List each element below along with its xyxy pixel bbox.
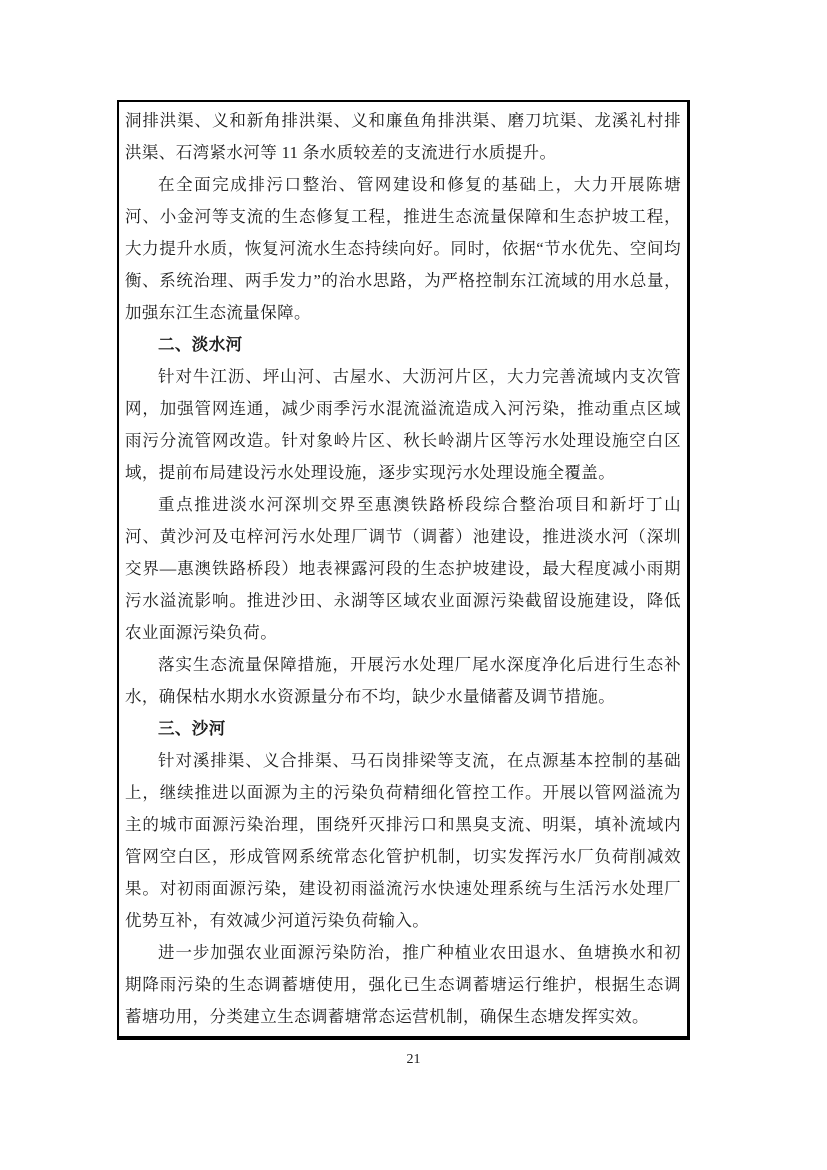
paragraph-continuation: 洞排洪渠、义和新角排洪渠、义和廉鱼角排洪渠、磨刀坑渠、龙溪礼村排洪渠、石湾紧水河等 11 条水质较差的支流进行水质提升。 <box>125 111 681 162</box>
page-number: 21 <box>406 1052 421 1067</box>
section-heading-shahe: 三、沙河 <box>158 720 226 738</box>
section-heading-danshuihe: 二、淡水河 <box>158 336 243 354</box>
paragraph: 在全面完成排污口整治、管网建设和修复的基础上，大力开展陈塘河、小金河等支流的生态修复工程，推进生态流量保障和生态护坡工程，大力提升水质，恢复河流水生态持续向好。同时，依据“节水优先、空间均衡、系统治理、两手发力”的治水思路，为严格控制东江流域的用水总量，加强东江生态流量保障。 <box>125 175 681 322</box>
document-table-cell <box>117 100 690 1040</box>
paragraph: 针对牛江沥、坪山河、古屋水、大沥河片区，大力完善流域内支次管网，加强管网连通，减少雨季污水混流溢流造成入河污染，推动重点区域雨污分流管网改造。针对象岭片区、秋长岭湖片区等污水处理设施空白区域，提前布局建设污水处理设施，逐步实现污水处理设施全覆盖。 <box>125 367 681 482</box>
paragraph: 落实生态流量保障措施，开展污水处理厂尾水深度净化后进行生态补水，确保枯水期水水资源量分布不均，缺少水量储蓄及调节措施。 <box>125 655 681 706</box>
paragraph: 重点推进淡水河深圳交界至惠澳铁路桥段综合整治项目和新圩丁山河、黄沙河及屯梓河污水处理厂调节（调蓄）池建设，推进淡水河（深圳交界—惠澳铁路桥段）地表裸露河段的生态护坡建设，最大程度减小雨期污水溢流影响。推进沙田、永湖等区域农业面源污染截留设施建设，降低农业面源污染负荷。 <box>125 495 681 642</box>
paragraph: 进一步加强农业面源污染防治，推广种植业农田退水、鱼塘换水和初期降雨污染的生态调蓄塘使用，强化已生态调蓄塘运行维护，根据生态调蓄塘功用，分类建立生态调蓄塘常态运营机制，确保生态塘发挥实效。 <box>125 943 681 1026</box>
paragraph: 针对溪排渠、义合排渠、马石岗排梁等支流，在点源基本控制的基础上，继续推进以面源为主的污染负荷精细化管控工作。开展以管网溢流为主的城市面源污染治理，围绕歼灭排污口和黑臭支流、明渠，填补流域内管网空白区，形成管网系统常态化管护机制，切实发挥污水厂负荷削减效果。对初雨面源污染，建设初雨溢流污水快速处理系统与生活污水处理厂优势互补，有效减少河道污染负荷输入。 <box>125 751 681 930</box>
